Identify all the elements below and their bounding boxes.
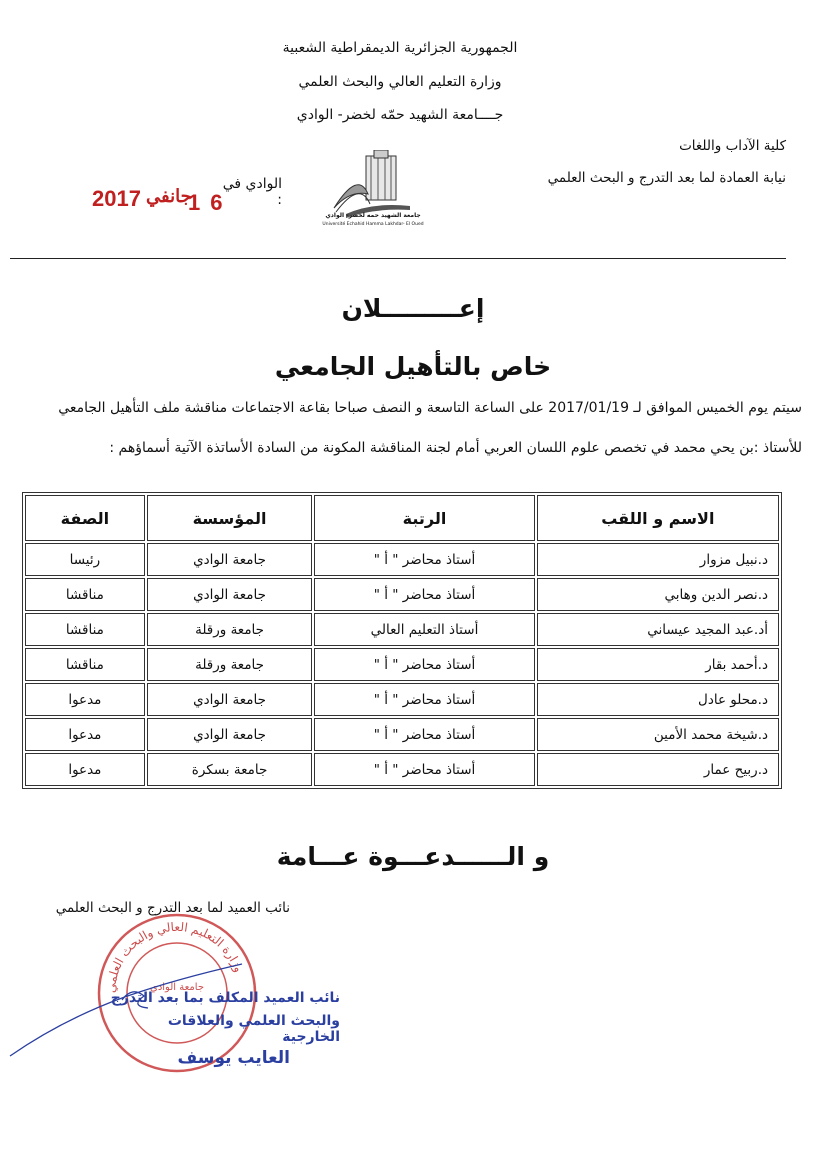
cell-rank: أستاذ محاضر " أ ": [314, 718, 534, 751]
logo-caption-ar: جامعة الشهيد حمه لخضر- الوادي: [325, 212, 421, 219]
cell-rank: أستاذ محاضر " أ ": [314, 648, 534, 681]
header-name: الاسم و اللقب: [537, 495, 779, 541]
table-row: [25, 613, 779, 646]
signature-icon: [2, 960, 332, 1060]
table-row: [25, 543, 779, 576]
cell-institution: جامعة الوادي: [147, 718, 313, 751]
cell-role: مدعوا: [25, 718, 145, 751]
cell-role: مناقشا: [25, 613, 145, 646]
cell-rank: أستاذ محاضر " أ ": [314, 683, 534, 716]
cell-rank: أستاذ محاضر " أ ": [314, 543, 534, 576]
cell-institution: جامعة بسكرة: [147, 753, 313, 786]
cell-name: د.أحمد بقار: [537, 648, 779, 681]
header-rank: الرتبة: [314, 495, 534, 541]
cell-name: د.نبيل مزوار: [537, 543, 779, 576]
table-row: [25, 648, 779, 681]
stamp-signer: العايب يوسف: [177, 1048, 290, 1068]
signature-scribble: [2, 960, 332, 1060]
stamp-inner-text: جامعة الوادي: [150, 982, 204, 993]
stamp-line-2: والبحث العلمي والعلاقات الخارجية: [167, 1013, 340, 1045]
cell-role: مناقشا: [25, 648, 145, 681]
cell-name: د.شيخة محمد الأمين: [537, 718, 779, 751]
cell-role: رئيسا: [25, 543, 145, 576]
announcement-line-1: سيتم يوم الخميس الموافق لـ 2017/01/19 على الساعة التاسعة و النصف صباحا بقاعة الاجتماعات مناقشة ملف التأهيل الجامعي: [58, 400, 802, 416]
header-divider: [10, 258, 786, 259]
cell-institution: جامعة ورقلة: [147, 648, 313, 681]
header-institution: المؤسسة: [147, 495, 313, 541]
university-name: جــــامعة الشهيد حمّه لخضر- الوادي: [296, 107, 504, 123]
announcement-line-2: للأستاذ :بن يحي محمد في تخصص علوم اللسان العربي أمام لجنة المناقشة المكونة من السادة الأساتذة الآتية أسماؤهم :: [109, 440, 802, 456]
stamp-ring-text: وزارة التعليم العالي والبحث العلمي: [103, 919, 247, 994]
table-row: [25, 718, 779, 751]
jury-table: [22, 492, 782, 789]
logo-caption-fr: Université Echahid Hamma Lakhdar- El Oued: [322, 222, 424, 227]
table-header-row: [25, 495, 779, 541]
date-day: 16: [188, 190, 233, 215]
deanery-name: نيابة العمادة لما بعد التدرج و البحث العلمي: [547, 170, 786, 186]
cell-name: د.محلو عادل: [537, 683, 779, 716]
cell-rank: أستاذ التعليم العالي: [314, 613, 534, 646]
cell-role: مدعوا: [25, 683, 145, 716]
table-row: [25, 683, 779, 716]
cell-name: أد.عبد المجيد عيساني: [537, 613, 779, 646]
stamp-line-1: نائب العميد المكلف بما بعد التدرج: [110, 990, 340, 1006]
ministry-name: وزارة التعليم العالي والبحث العلمي: [298, 74, 502, 90]
cell-rank: أستاذ محاضر " أ ": [314, 578, 534, 611]
table-row: [25, 578, 779, 611]
announcement-subtitle: خاص بالتأهيل الجامعي: [274, 352, 552, 381]
date-label: الوادي في :: [222, 176, 282, 208]
faculty-name: كلية الآداب واللغات: [679, 138, 786, 154]
cell-institution: جامعة الوادي: [147, 578, 313, 611]
header-role: الصفة: [25, 495, 145, 541]
cell-rank: أستاذ محاضر " أ ": [314, 753, 534, 786]
cell-name: د.نصر الدين وهابي: [537, 578, 779, 611]
cell-institution: جامعة الوادي: [147, 683, 313, 716]
cell-institution: جامعة ورقلة: [147, 613, 313, 646]
deputy-title: نائب العميد لما بعد التدرج و البحث العلمي: [55, 900, 290, 916]
cell-role: مدعوا: [25, 753, 145, 786]
cell-name: د.ربيح عمار: [537, 753, 779, 786]
closing-invitation: و الــــــدعـــوة عـــامة: [276, 842, 550, 871]
date-month: جانفي: [146, 186, 192, 206]
table-row: [25, 753, 779, 786]
date-year: 2017: [92, 186, 141, 211]
cell-role: مناقشا: [25, 578, 145, 611]
announcement-title: إعـــــــــلان: [341, 294, 485, 323]
country-name: الجمهورية الجزائرية الديمقراطية الشعبية: [282, 40, 518, 56]
cell-institution: جامعة الوادي: [147, 543, 313, 576]
